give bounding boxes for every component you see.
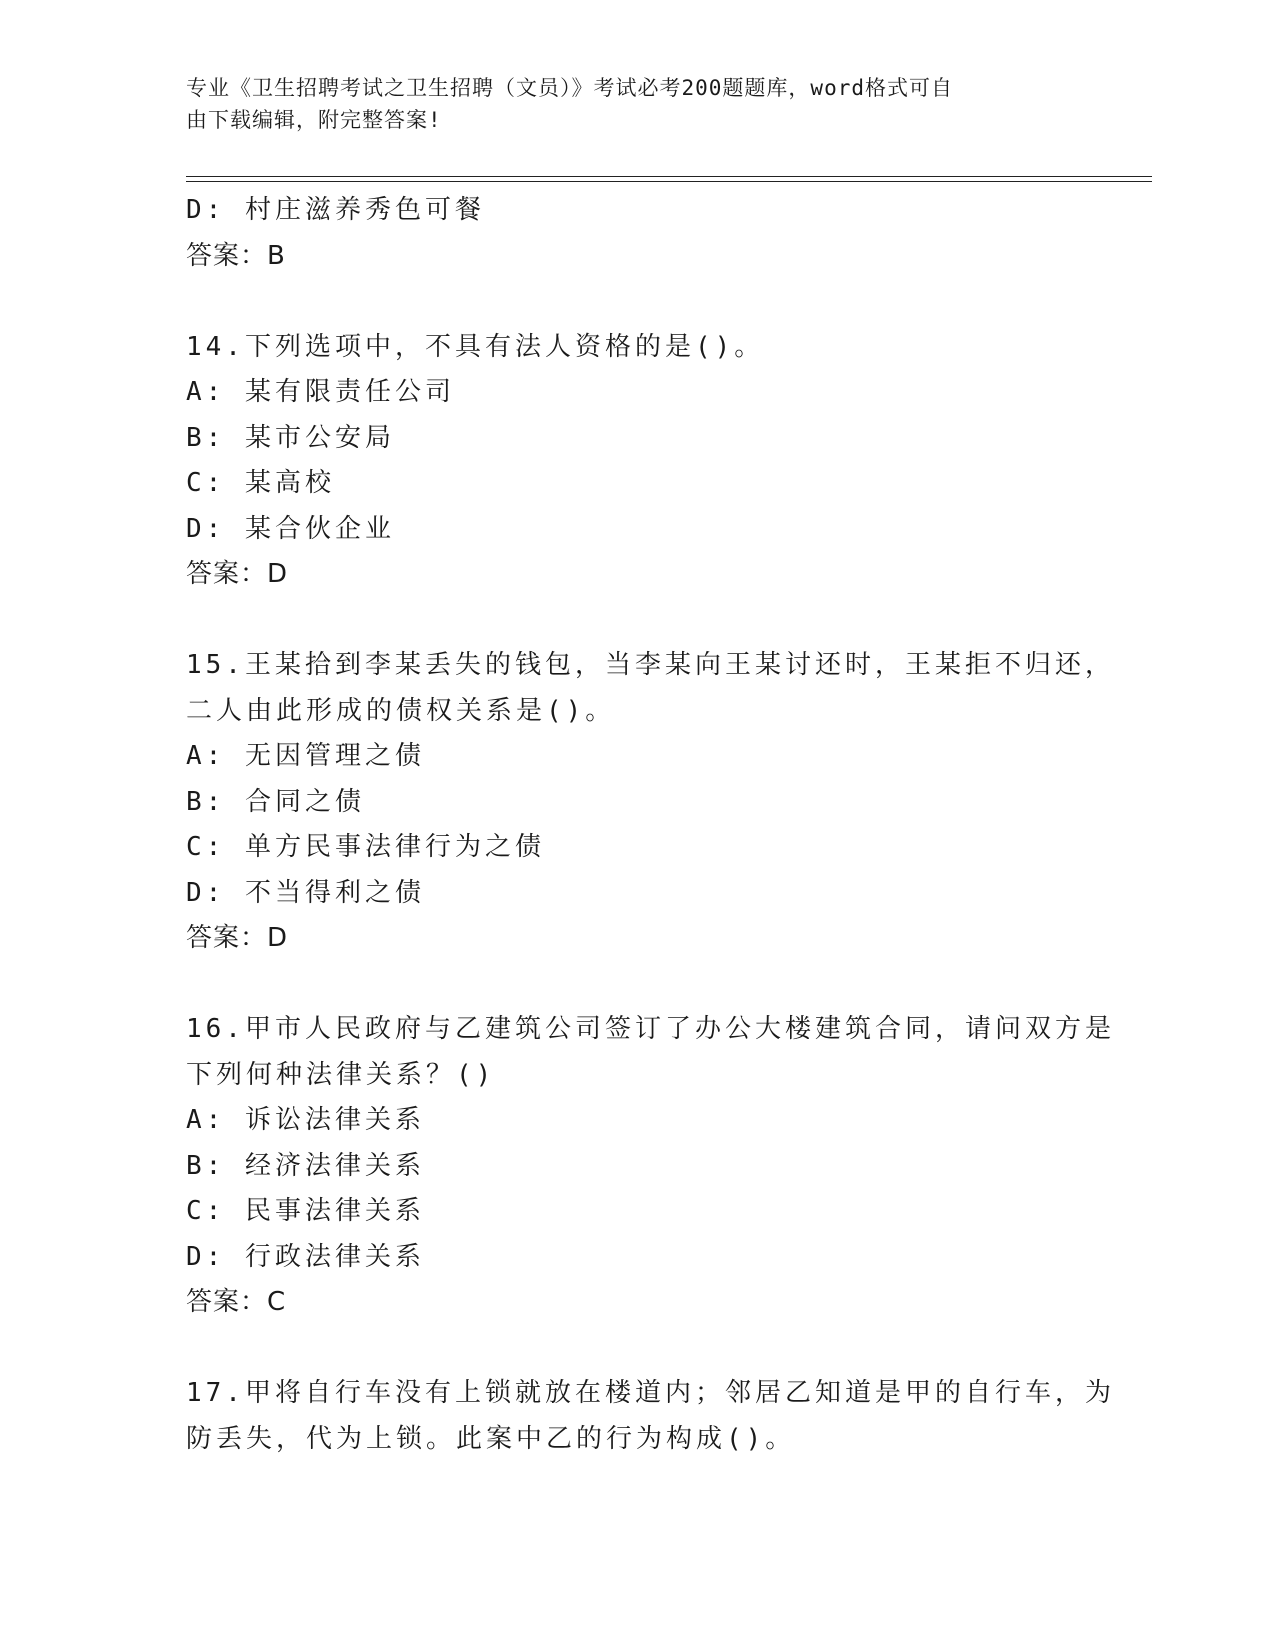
answer-line: 答案：D [186, 559, 289, 589]
answer-line: 答案：B [186, 240, 286, 271]
header-line-1: 专业《卫生招聘考试之卫生招聘（文员）》考试必考200题题库，word格式可自 [186, 76, 953, 100]
answer-line: 答案：C [186, 1287, 287, 1317]
header-line-2: 由下载编辑，附完整答案! [186, 108, 442, 132]
answer-line: 答案：D [186, 923, 289, 953]
option-a: A: 某有限责任公司 [186, 377, 455, 407]
spacer [186, 1326, 1086, 1372]
spacer [186, 962, 1086, 1008]
question-stem-line-2: 防丢失，代为上锁。此案中乙的行为构成()。 [186, 1423, 796, 1454]
spacer [186, 598, 1086, 644]
header-rule-top [186, 176, 1152, 177]
question-15 [186, 643, 1115, 962]
option-d: D: 行政法律关系 [186, 1241, 425, 1272]
question-stem: 14.下列选项中，不具有法人资格的是()。 [186, 331, 765, 362]
question-stem-line-1: 15.王某拾到李某丢失的钱包，当李某向王某讨还时，王某拒不归还， [186, 650, 1115, 680]
option-c: C: 某高校 [186, 468, 335, 498]
option-c: C: 单方民事法律行为之债 [186, 832, 545, 862]
question-list [186, 188, 1115, 1462]
option-b: B: 某市公安局 [186, 422, 395, 453]
option-a: A: 无因管理之债 [186, 741, 425, 771]
option-a: A: 诉讼法律关系 [186, 1105, 425, 1135]
spacer [186, 279, 1086, 325]
header-rule-bottom [186, 181, 1152, 182]
option-d: D: 村庄滋养秀色可餐 [186, 195, 485, 225]
question-17 [186, 1371, 1115, 1462]
question-stem-line-2: 下列何种法律关系？() [186, 1059, 496, 1090]
question-stem-line-1: 16.甲市人民政府与乙建筑公司签订了办公大楼建筑合同，请问双方是 [186, 1014, 1115, 1044]
question-stem-line-2: 二人由此形成的债权关系是()。 [186, 695, 616, 726]
option-d: D: 某合伙企业 [186, 513, 395, 544]
option-c: C: 民事法律关系 [186, 1196, 425, 1226]
option-d: D: 不当得利之债 [186, 877, 425, 908]
question-16 [186, 1007, 1115, 1326]
document-header [186, 72, 1066, 136]
option-b: B: 经济法律关系 [186, 1150, 425, 1181]
prev-question-tail [186, 188, 1086, 279]
question-stem-line-1: 17.甲将自行车没有上锁就放在楼道内；邻居乙知道是甲的自行车，为 [186, 1378, 1115, 1408]
option-b: B: 合同之债 [186, 786, 365, 817]
question-14 [186, 325, 1086, 598]
